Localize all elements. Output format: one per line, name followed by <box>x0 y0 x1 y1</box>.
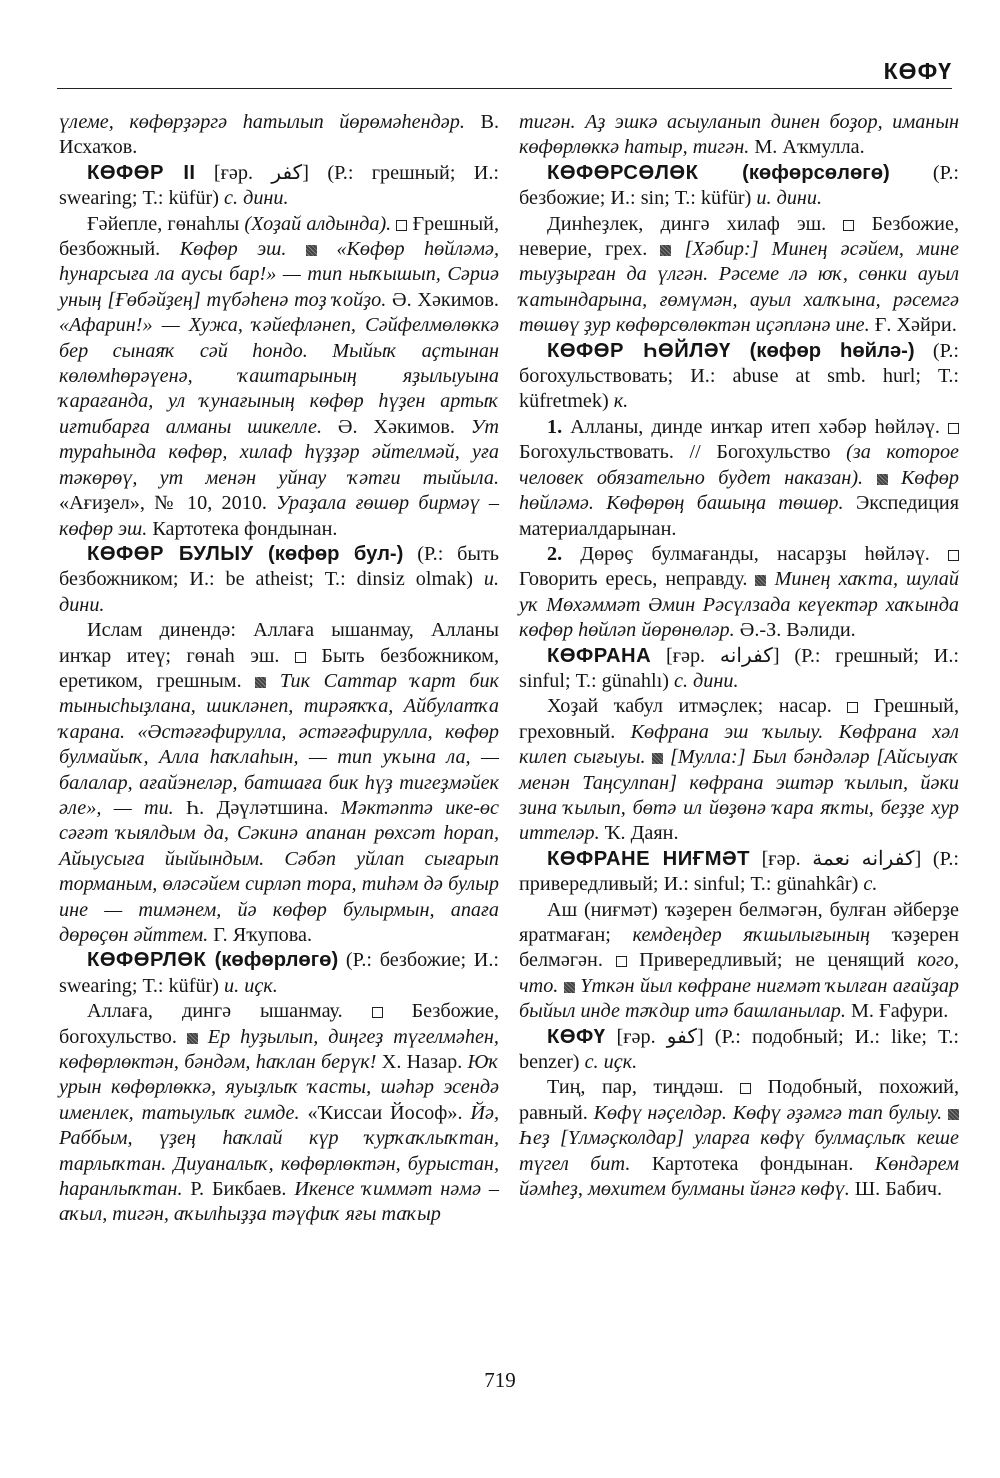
translation-square-icon <box>740 1083 751 1094</box>
translation-square-icon <box>295 652 306 663</box>
header-rule <box>57 88 952 89</box>
headword: КӨФӨРСӨЛӨК <box>547 161 699 184</box>
definition: Аш (ниғмәт) ҡәҙерен белмәгән, булған әйберҙе яратмаған; кемдеңдер яҡшылығының ҡәҙерен белмәгән. Привередливый; не ценящий кого, что. Үткән йыл көфране ниғмәт ҡылған ағайҙар быйыл инде тәҡдир итә башланылар. М. Ғафури. <box>519 898 960 1023</box>
definition: Ислам динендә: Аллаға ышанмау, Алланы инҡар итеү; гөнаһ эш. Быть безбожником, еретиком, грешным. Тик Саттар ҡарт бик тынысһыҙлана, шикләнеп, тирәяҡҡа, Айбулатҡа ҡарана. «Әстәғәфирулла, әстәғәфирулла, көфөр булмайыҡ, Алла һаҡлаһын, — тип уҡына ла, — балалар, ағайэнеләр, батшаға бик һүҙ тигеҙмәйек әле», — ти. Һ. Дәүләтшина. Мәктәптә ике-өс сәғәт ҡыялдым да, Сәкинә апанан рөхсәт һорап, Айыусыға йыйындым. Сәбәп уйлап сығарып торманым, өләсәйем сирләп тора, тиһәм дә булыр ине — тимәнем, йә көфөр булырмын, апаға дөрөҫөн әйттем. Г. Яҡупова. <box>59 619 499 946</box>
definition: Тиң, пар, тиңдәш. Подобный, похожий, равный. Көфү нәҫелдәр. Көфү әҙәмгә тап булыу. Һеҙ [Үлмәҫколдар] уларға көфү булмаҫлыҡ кеше түгел бит. Картотека фондынан. Көндәрем йәмһеҙ, мөхитем булманы йәнгә көфү. Ш. Бабич. <box>519 1076 959 1201</box>
headword: КӨФӨРЛӨК <box>87 949 207 972</box>
headword: КӨФӨР БУЛЫУ <box>87 542 254 565</box>
translation-square-icon <box>372 1007 383 1018</box>
entry-koforsolok: КӨФӨРСӨЛӨК (көфөрсөлөгө) (Р.: безбожие; И.: sin; Т.: küfür) и. дини. <box>519 161 959 210</box>
example-marker-icon <box>187 1033 198 1044</box>
headword: КӨФӨР II <box>87 161 196 184</box>
example-marker-icon <box>660 245 671 256</box>
translation-square-icon <box>396 220 407 231</box>
entry-kofu: КӨФҮ [ғәр. كفو] (Р.: подобный; И.: like; Т.: benzer) с. иҫк. <box>519 1025 959 1074</box>
entry-kofor-2: КӨФӨР II [ғәр. كفر] (Р.: грешный; И.: swearing; Т.: küfür) с. дини. <box>59 161 500 210</box>
definition-sense-2: 2. Дөрөҫ булмағанды, насарҙы һөйләү. Говорить ересь, неправду. Минең хаҡта, шулай уҡ Мөхәммәт Әмин Рәсүлзада кеүектәр хаҡында көфөр һөйләп йөрөнөләр. Ә.-З. Вәлиди. <box>519 542 959 642</box>
entry-kofrana: КӨФРАНА [ғәр. كفرانه] (Р.: грешный; И.: sinful; Т.: günahlı) с. дини. <box>519 644 959 692</box>
entry-continuation: тигән. Аҙ эшкә асыуланып динен боҙор, иманын көфөрлөккә һатыр, тигән. М. Аҡмулла. <box>519 111 959 159</box>
example-marker-icon <box>755 575 766 586</box>
example-marker-icon <box>255 677 266 688</box>
entry-koforlok: КӨФӨРЛӨК (көфөрлөгө) (Р.: безбожие; И.: swearing; Т.: küfür) и. иҫк. <box>59 949 499 997</box>
translation-square-icon <box>847 702 858 713</box>
definition: Хоҙай ҡабул итмәҫлек; насар. Грешный, греховный. Көфрана эш ҡылыу. Көфрана хәл килеп сығыуы. [Мулла:] Был бәндәләр [Айсыуаҡ менән Таңсулпан] көфрана эштәр ҡылып, йәки зина ҡылып, бөтә ил йөҙөнә ҡара яҡты, беҙҙе хур иттеләр. Ҡ. Даян. <box>519 695 960 845</box>
headword: КӨФҮ <box>547 1025 606 1048</box>
entry-kofrane-nigmat: КӨФРАНЕ НИҒМӘТ [ғәр. كفرانه نعمة] (Р.: привередливый; И.: sinful; Т.: günahkâr) с. <box>519 847 959 896</box>
headword: КӨФӨР ҺӨЙЛӘҮ <box>547 339 731 362</box>
example-marker-icon <box>652 753 663 764</box>
example-marker-icon <box>564 982 575 993</box>
entry-kofor-bulyu: КӨФӨР БУЛЫУ (көфөр бул-) (Р.: быть безбожником; И.: be atheist; Т.: dinsiz olmak) и. дини. <box>59 542 500 616</box>
headword: КӨФРАНА <box>547 644 652 667</box>
definition-sense-1: 1. Алланы, динде инҡар итеп хәбәр һөйләү. Богохульствовать. // Богохульство (за которое человек обязательно будет наказан). Көфөр һөйләмә. Көфөрөң башыңа төшөр. Экспедиция материалдарынан. <box>519 415 960 540</box>
right-column <box>519 110 959 1202</box>
example-marker-icon <box>948 1109 959 1120</box>
headword: КӨФРАНЕ НИҒМӘТ <box>547 847 751 870</box>
definition: Ғәйепле, гөнаһлы (Хоҙай алдында). Ғрешный, безбожный. Көфөр эш. «Көфөр һөйләмә, һунарсыға ла аусы бар!» — тип ныҡышып, Сәриә уның [Ғөбәйҙең] түбәһенә тоҙ ҡойҙо. Ә. Хәкимов. «Афарин!» — Хужа, ҡәйефләнеп, Сәйфелмөлөккә бер сынаяҡ сәй һондо. Мыйыҡ аҫтынан көлөмһөрәүенә, ҡаштарының яҙылыуына ҡарағанда, ул ҡунағының көфөр һүҙен артыҡ иғтибарға алманы шикелле. Ә. Хәкимов. Ут тураһында көфөр, хилаф һүҙҙәр әйтелмәй, уға тәкөрөү, ут менән уйнау ҡәтғи тыйыла. «Ағиҙел», № 10, 2010. Ураҙала ғөшөр бирмәү – көфөр эш. Картотека фондынан. <box>59 212 499 540</box>
definition: Динһеҙлек, дингә хилаф эш. Безбожие, неверие, грех. [Хәбир:] Минең әсәйем, мине тыуҙырған да үлгән. Рәсеме лә юҡ, сөнки ауыл ҡатындарына, ғөмүмән, ауыл халҡына, рәсемгә төшөү ҙур көфөрсөлөктән иҫәпләнә ине. Ғ. Хәйри. <box>519 212 959 337</box>
translation-square-icon <box>843 220 854 231</box>
translation-square-icon <box>948 423 959 434</box>
page-number: 719 <box>484 1368 516 1392</box>
left-column <box>59 110 499 1228</box>
entry-kofor-hoylau: КӨФӨР ҺӨЙЛӘҮ (көфөр һөйлә-) (Р.: богохульствовать; И.: abuse at smb. hurl; Т.: küfretmek) к. <box>519 339 959 413</box>
example-marker-icon <box>306 245 317 256</box>
entry-continuation: үлеме, көфөрҙәргә һатылып йөрөмәһендәр. В. Исхаҡов. <box>59 111 499 159</box>
running-head: КӨФҮ <box>883 58 952 84</box>
translation-square-icon <box>948 550 959 561</box>
translation-square-icon <box>616 956 627 967</box>
definition: Аллаға, дингә ышанмау. Безбожие, богохульство. Ер һуҙылып, диңгеҙ түгелмәһен, көфөрлөктән, бәндәм, һаҡлан берүк! Х. Назар. Юҡ урын көфөрлөккә, яуыҙлыҡ ҡасты, шәһәр эсендә именлек, татыулыҡ гимде. «Ҡиссаи Йософ». Йә, Раббым, үҙең һаҡлай күр ҡурҡаҡлыҡтан, тарлыҡтан. Диуаналыҡ, көфөрлөктән, бурыстан, һаранлыҡтан. Р. Бикбаев. Икенсе ҡиммәт нәмә – аҡыл, тигән, аҡылһыҙҙа тәүфиҡ яғы таҡыр <box>59 1000 499 1226</box>
example-marker-icon <box>877 474 888 485</box>
